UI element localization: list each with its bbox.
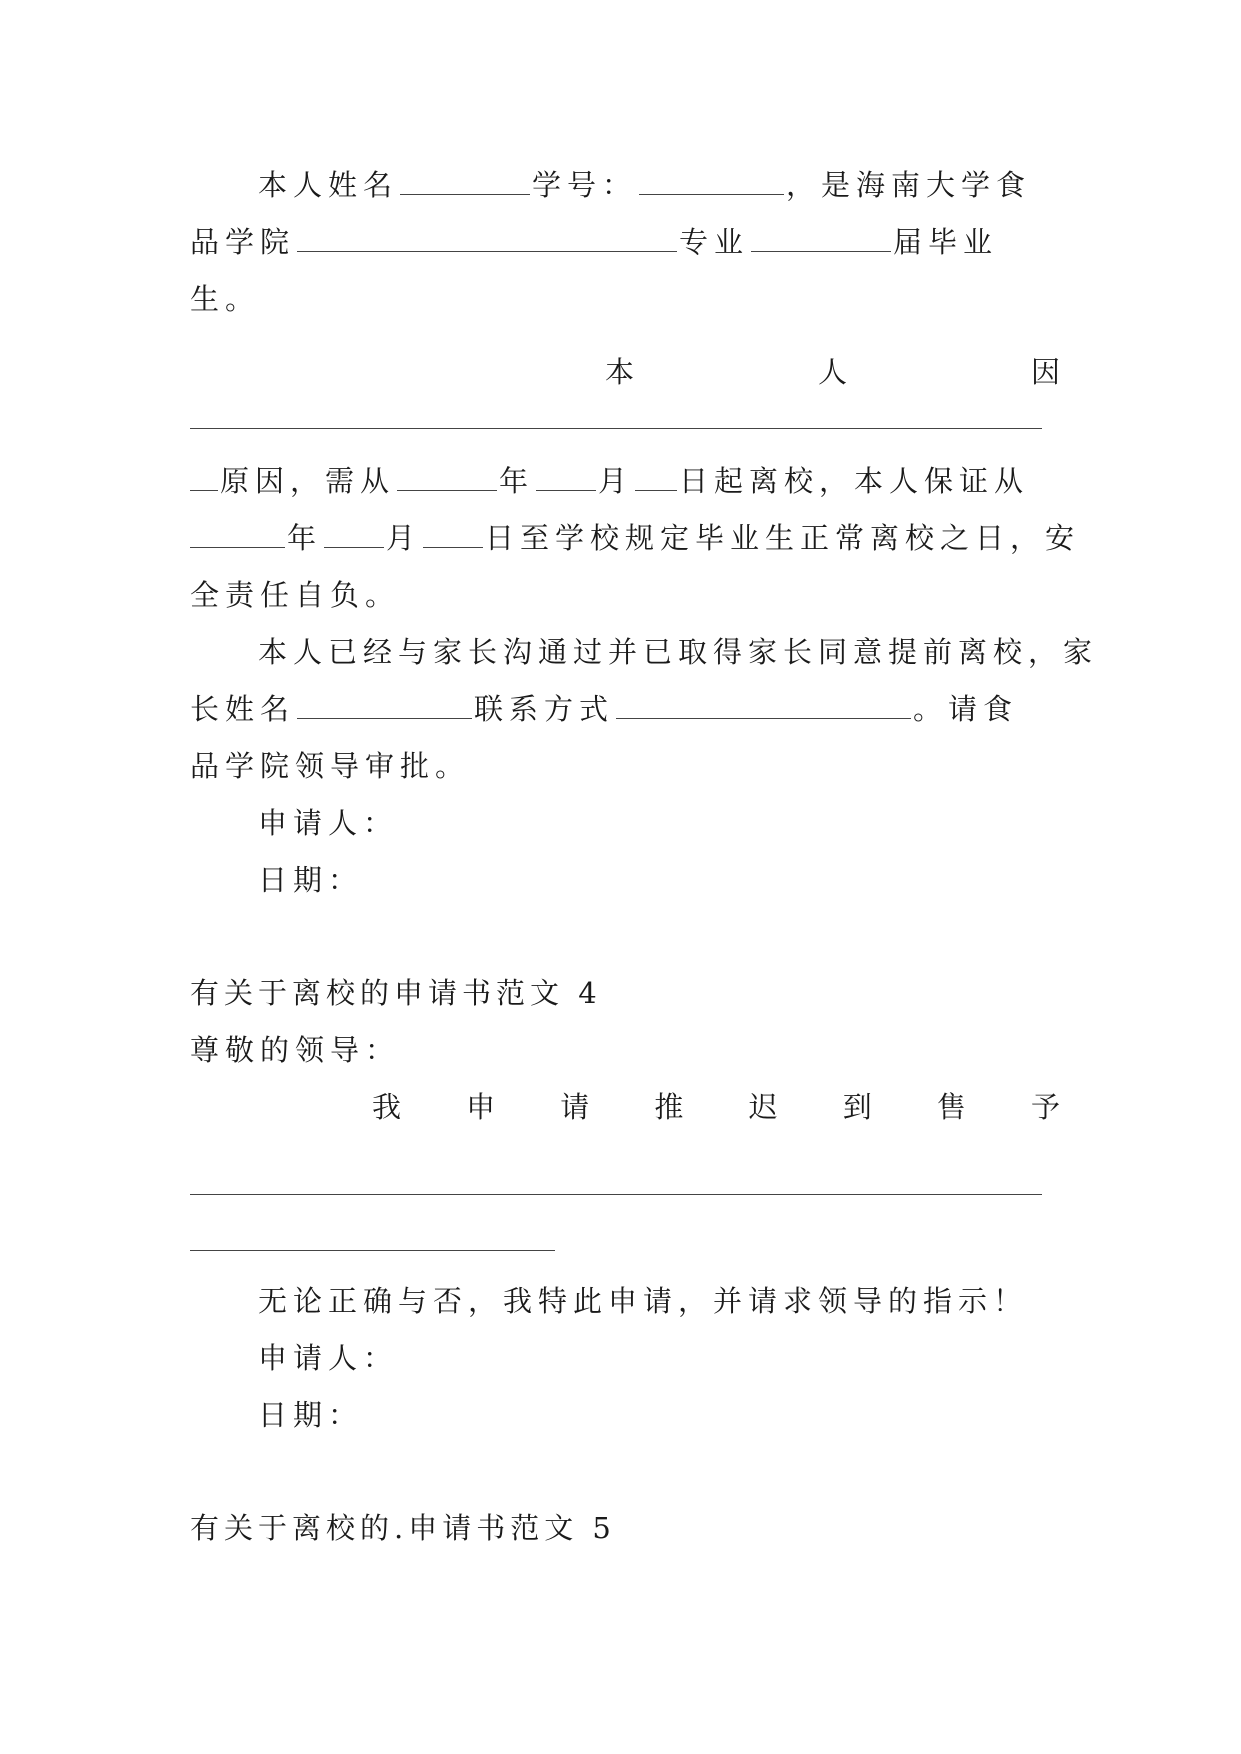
month-label: 月 [598, 464, 634, 498]
p1-line3-text: 生。 [190, 282, 261, 316]
college-label: 品学院 [190, 225, 296, 259]
p2-line3-tail: 日至学校规定毕业生正常离校之日，安 [485, 521, 1081, 555]
p3-line3-text: 品学院领导审批。 [190, 749, 471, 783]
parent-name-blank [297, 690, 472, 719]
day-blank-2 [423, 519, 483, 548]
p2-line4 [190, 575, 1060, 615]
student-id-label: 学号： [532, 168, 638, 202]
applicant-label: 申请人： [258, 1341, 399, 1375]
month-blank-2 [324, 519, 384, 548]
sig2-date [258, 1395, 1060, 1435]
p1-line3 [190, 279, 1060, 319]
postpone-blank-line-1 [190, 1194, 1042, 1195]
heading-sample-5 [190, 1508, 1060, 1548]
p1-line2 [190, 222, 1060, 262]
student-id-blank [639, 166, 784, 195]
heading-4-text: 有关于离校的申请书范文 4 [190, 976, 602, 1010]
day-blank [635, 462, 677, 491]
year-blank [397, 462, 497, 491]
postpone-blank-line-2 [190, 1250, 555, 1251]
month-label-2: 月 [386, 521, 422, 555]
spread-char: 申 [466, 1090, 496, 1124]
spread-char: 推 [654, 1090, 684, 1124]
heading-5-text: 有关于离校的.申请书范文 5 [190, 1511, 616, 1545]
sig1-applicant [258, 803, 1060, 843]
p3-line2 [190, 689, 1060, 729]
p2-line4-text: 全责任自负。 [190, 578, 401, 612]
year-blank-2 [190, 519, 285, 548]
leave-from-label: 原因，需从 [220, 464, 396, 498]
date-label: 日期： [258, 863, 364, 897]
spread-char: 售 [936, 1090, 966, 1124]
applicant-label: 申请人： [258, 806, 399, 840]
college-blank [297, 223, 677, 252]
spread-char: 予 [1030, 1090, 1060, 1124]
p3-line2-tail: 。请食 [913, 692, 1019, 726]
salutation [190, 1030, 1060, 1070]
graduate-label: 届毕业 [893, 225, 999, 259]
major-label: 专业 [679, 225, 750, 259]
p2-line2-tail: 日起离校，本人保证从 [679, 464, 1030, 498]
sig2-applicant [258, 1338, 1060, 1378]
p2-spread-line [605, 352, 1060, 392]
heading-sample-4 [190, 973, 1060, 1013]
spread-char: 到 [842, 1090, 872, 1124]
p5-text: 无论正确与否，我特此申请，并请求领导的指示！ [258, 1284, 1029, 1318]
month-blank [536, 462, 596, 491]
p4-spread-line [372, 1087, 1060, 1127]
reason-blank-line [190, 428, 1042, 429]
spread-char: 因 [1030, 355, 1060, 389]
date-label: 日期： [258, 1398, 364, 1432]
name-label: 本人姓名 [258, 168, 399, 202]
spread-char: 请 [560, 1090, 590, 1124]
major-blank [751, 223, 891, 252]
p3-line3 [190, 746, 1060, 786]
year-label-2: 年 [287, 521, 323, 555]
reason-blank-tail [190, 462, 218, 491]
spread-char: 我 [372, 1090, 402, 1124]
p5-line [258, 1281, 1060, 1321]
spread-char: 人 [817, 355, 847, 389]
p1-line1-tail: ，是海南大学食 [786, 168, 1032, 202]
p3-line1 [258, 632, 1099, 672]
contact-blank [616, 690, 911, 719]
salutation-text: 尊敬的领导： [190, 1033, 401, 1067]
parent-name-label: 长姓名 [190, 692, 296, 726]
contact-label: 联系方式 [474, 692, 615, 726]
p1-line1 [258, 165, 1060, 205]
p3-line1-text: 本人已经与家长沟通过并已取得家长同意提前离校，家 [258, 635, 1099, 669]
p2-line3 [190, 518, 1081, 558]
spread-char: 本 [605, 355, 635, 389]
name-blank [400, 166, 530, 195]
p2-line2 [190, 461, 1060, 501]
spread-char: 迟 [748, 1090, 778, 1124]
year-label: 年 [499, 464, 535, 498]
sig1-date [258, 860, 1060, 900]
